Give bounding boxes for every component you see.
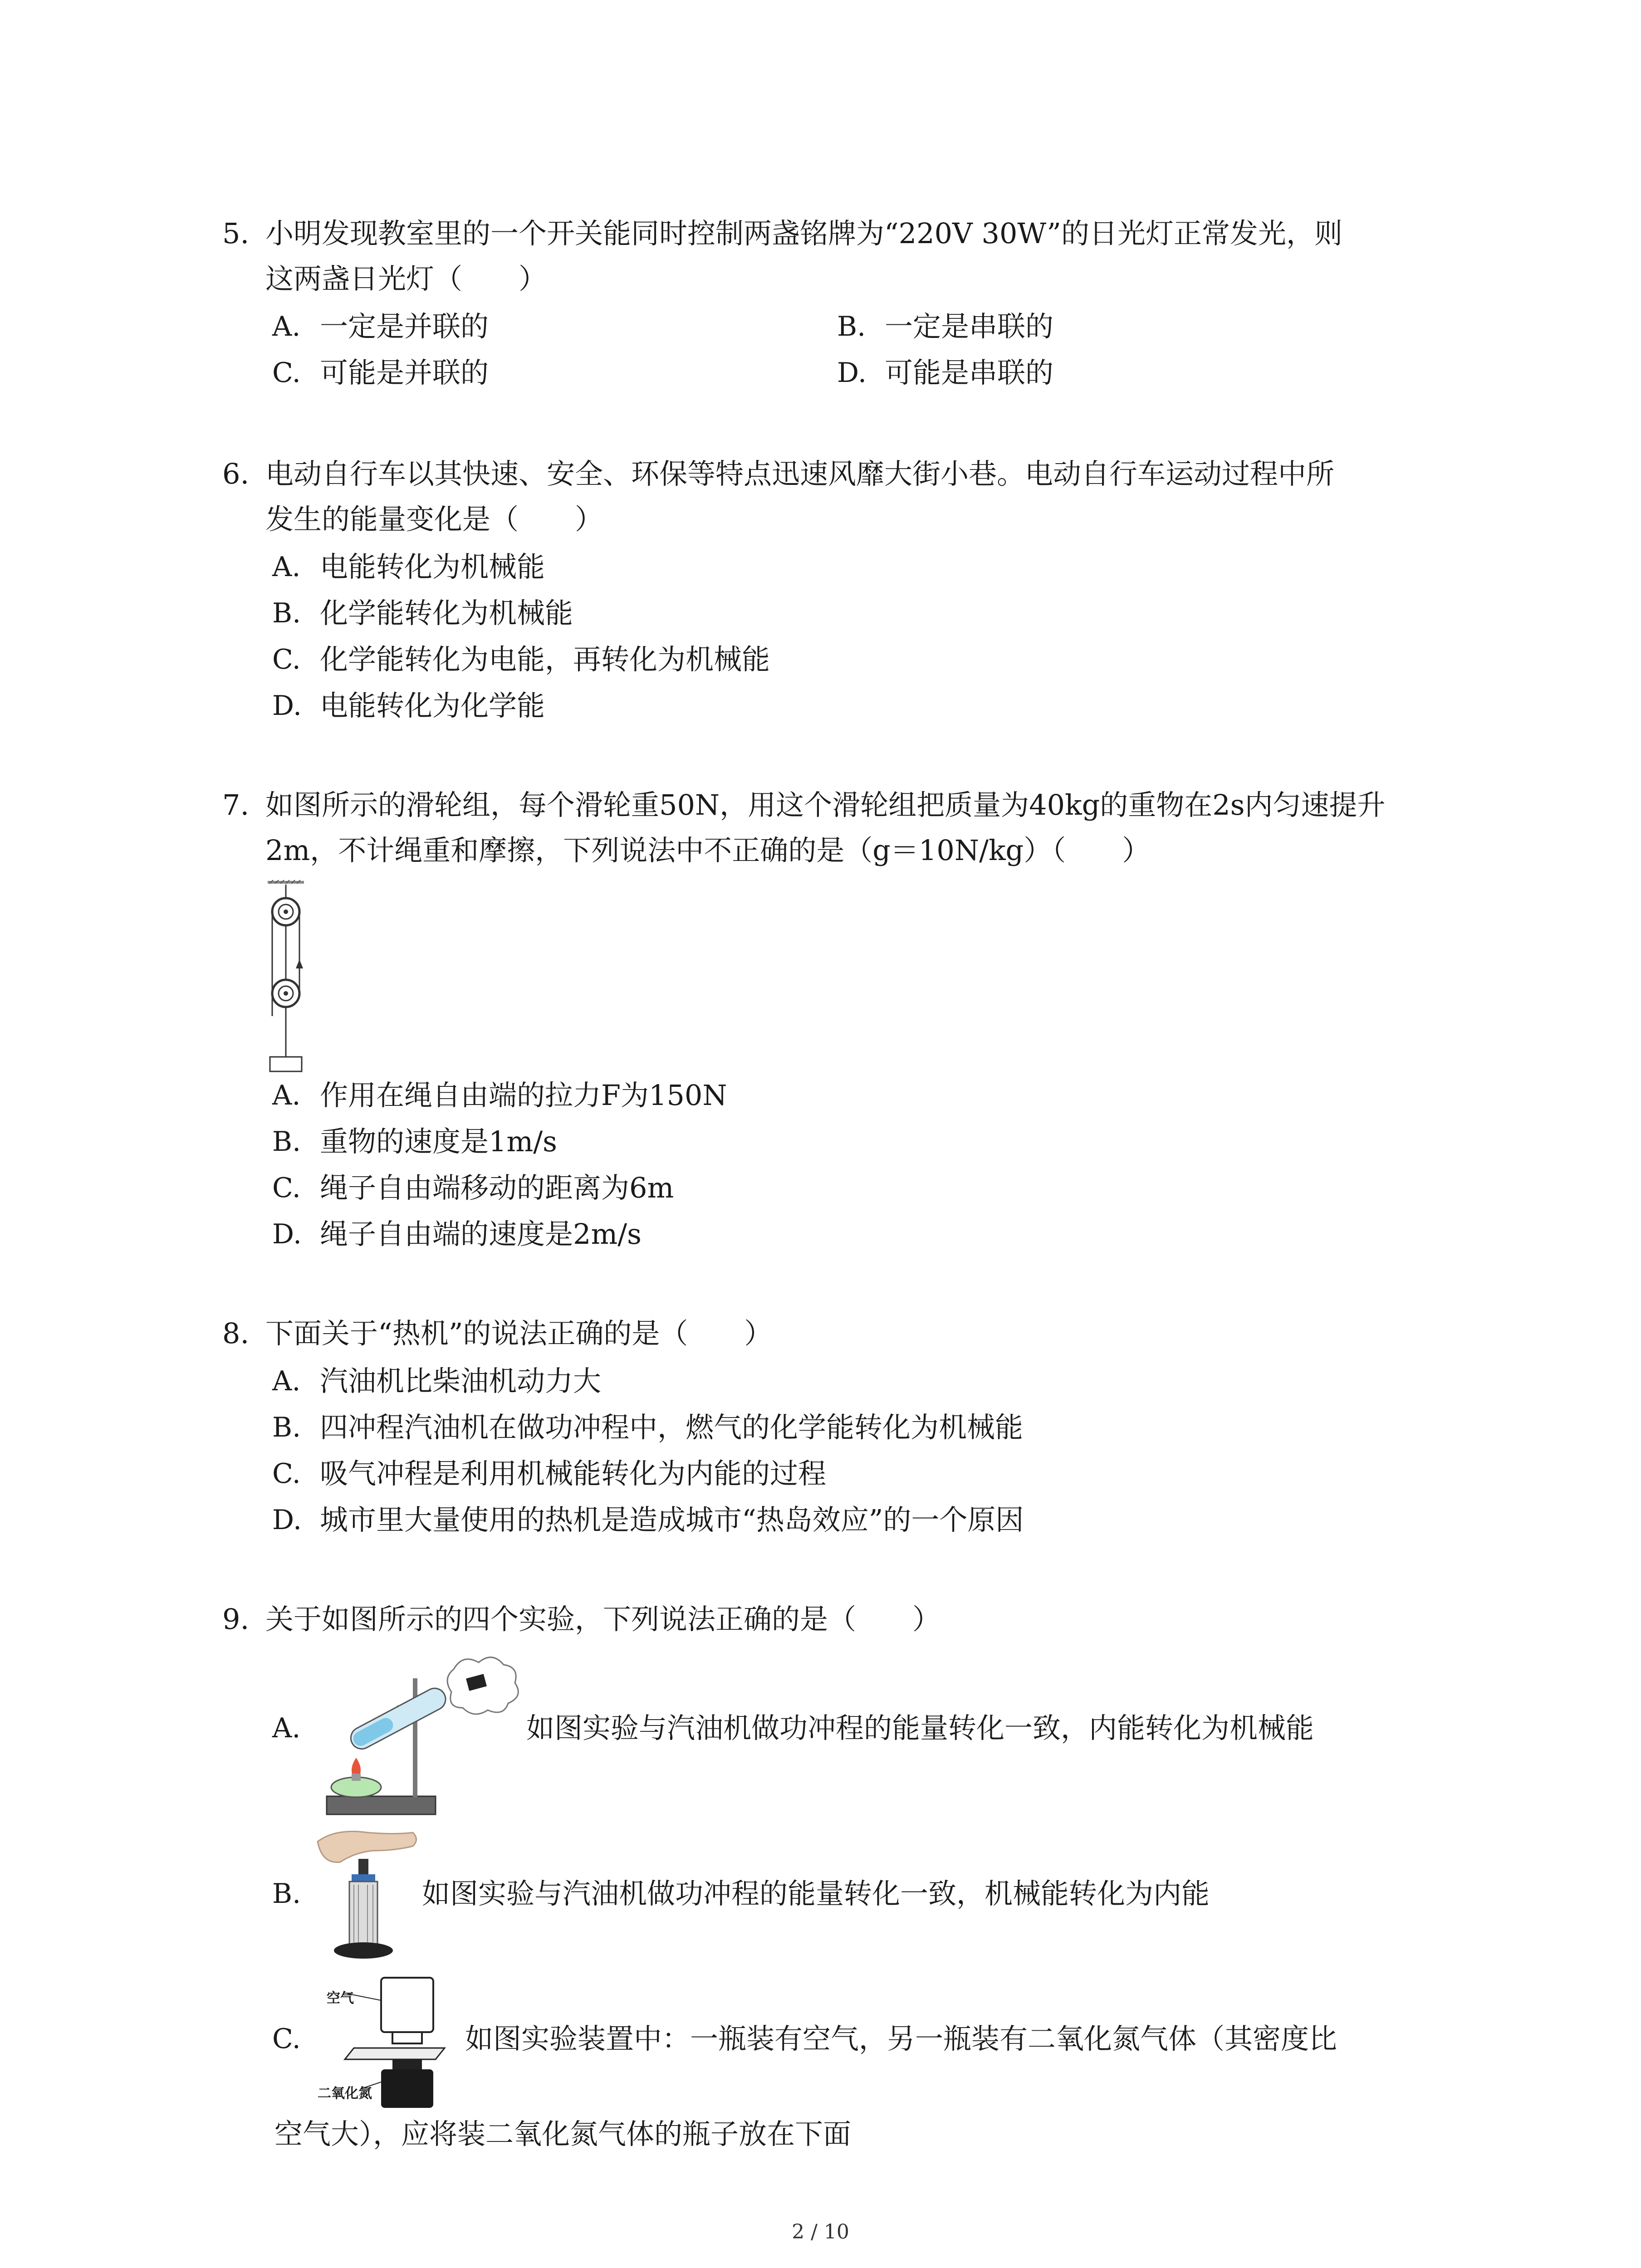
option-letter: D. — [272, 690, 302, 722]
question-stem: 2m，不计绳重和摩擦，下列说法中不正确的是（g＝10N/kg）（ ） — [265, 834, 1151, 867]
option-text: 一定是并联的 — [320, 310, 489, 343]
option-letter: B. — [272, 1878, 301, 1910]
question-stem: 电动自行车以其快速、安全、环保等特点迅速风靡大街小巷。电动自行车运动过程中所 — [265, 457, 1335, 490]
option-text: 四冲程汽油机在做功冲程中，燃气的化学能转化为机械能 — [320, 1411, 1024, 1444]
option-text: 一定是串联的 — [885, 310, 1054, 343]
question-stem: 发生的能量变化是（ ） — [265, 503, 603, 536]
option-text: 绳子自由端的速度是2m/s — [320, 1217, 642, 1251]
option-text: 化学能转化为机械能 — [320, 596, 573, 630]
option-text: 如图实验与汽油机做功冲程的能量转化一致，机械能转化为内能 — [422, 1877, 1210, 1910]
option-letter: B. — [272, 1412, 301, 1443]
question-number: 5. — [222, 217, 250, 250]
option-text: 汽油机比柴油机动力大 — [320, 1364, 602, 1398]
question-stem: 关于如图所示的四个实验，下列说法正确的是（ ） — [265, 1603, 941, 1636]
option-letter: D. — [837, 357, 867, 389]
option-text-continued: 空气大），应将装二氧化氮气体的瓶子放在下面 — [274, 2117, 852, 2151]
option-letter: C. — [272, 2023, 301, 2055]
option-text: 可能是串联的 — [885, 356, 1054, 389]
page-number: 2 / 10 — [792, 2220, 849, 2244]
option-text: 吸气冲程是利用机械能转化为内能的过程 — [320, 1457, 827, 1490]
question-number: 6. — [222, 457, 250, 490]
option-text: 如图实验与汽油机做功冲程的能量转化一致，内能转化为机械能 — [526, 1711, 1314, 1745]
option-text: 电能转化为机械能 — [320, 550, 545, 583]
option-letter: B. — [837, 311, 866, 342]
option-text: 如图实验装置中：一瓶装有空气，另一瓶装有二氧化氮气体（其密度比 — [465, 2022, 1337, 2055]
option-text: 电能转化为化学能 — [320, 689, 545, 722]
question-number: 9. — [222, 1603, 250, 1636]
option-letter: B. — [272, 1126, 301, 1158]
option-letter: C. — [272, 357, 301, 389]
option-text: 绳子自由端移动的距离为6m — [320, 1171, 674, 1204]
option-text: 城市里大量使用的热机是造成城市“热岛效应”的一个原因 — [320, 1503, 1024, 1536]
figure-label-no2: 二氧化氮 — [318, 2086, 372, 2102]
option-letter: A. — [272, 311, 301, 342]
option-text: 可能是并联的 — [320, 356, 489, 389]
test-tube-heating-figure — [318, 1651, 526, 1823]
option-text: 作用在绳自由端的拉力F为150N — [320, 1079, 727, 1112]
option-letter: D. — [272, 1504, 302, 1536]
option-letter: A. — [272, 1712, 301, 1744]
option-letter: A. — [272, 1080, 301, 1111]
question-stem: 小明发现教室里的一个开关能同时控制两盏铭牌为“220V 30W”的日光灯正常发光，则 — [265, 217, 1342, 250]
option-letter: A. — [272, 1365, 301, 1397]
question-stem: 这两盏日光灯（ ） — [265, 262, 547, 295]
figure-label-air: 空气 — [327, 1990, 354, 2006]
option-text: 重物的速度是1m/s — [320, 1125, 557, 1158]
question-stem: 如图所示的滑轮组，每个滑轮重50N，用这个滑轮组把质量为40kg的重物在2s内匀速提升 — [265, 788, 1386, 821]
option-letter: C. — [272, 644, 301, 675]
option-letter: C. — [272, 1172, 301, 1204]
option-letter: A. — [272, 551, 301, 583]
question-number: 8. — [222, 1317, 250, 1350]
option-letter: B. — [272, 597, 301, 629]
pulley-system-figure — [263, 880, 313, 1075]
option-letter: D. — [272, 1218, 302, 1250]
question-number: 7. — [222, 788, 250, 821]
option-text: 化学能转化为电能，再转化为机械能 — [320, 643, 770, 676]
option-letter: C. — [272, 1458, 301, 1490]
question-stem: 下面关于“热机”的说法正确的是（ ） — [265, 1317, 773, 1350]
air-compression-cylinder-figure — [313, 1823, 422, 1969]
